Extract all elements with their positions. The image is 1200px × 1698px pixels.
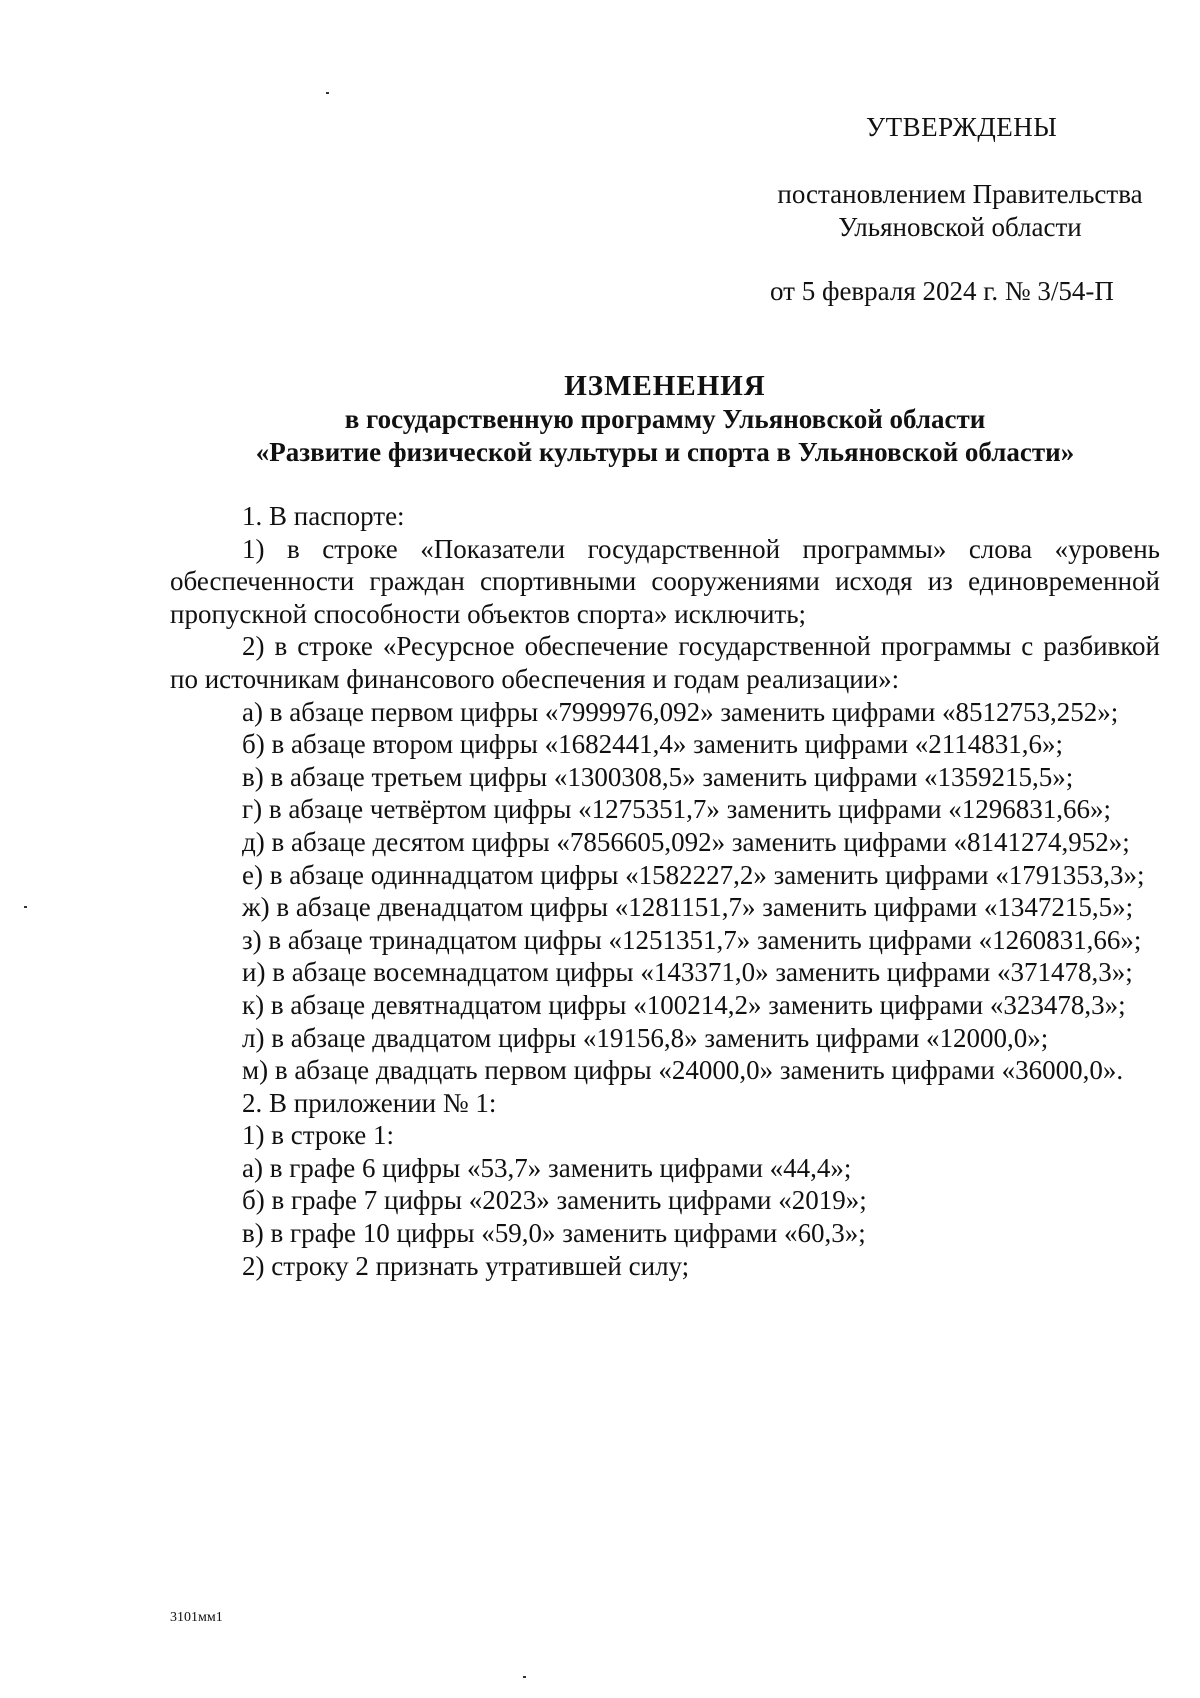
document-title: ИЗМЕНЕНИЯ xyxy=(564,370,766,402)
footer-document-code: 3101мм1 xyxy=(170,1610,223,1625)
scan-speck xyxy=(326,92,329,94)
document-body xyxy=(170,500,1160,1282)
paragraph: б) в абзаце втором цифры «1682441,4» заменить цифрами «2114831,6»; xyxy=(242,729,1064,760)
paragraph: л) в абзаце двадцатом цифры «19156,8» заменить цифрами «12000,0»; xyxy=(242,1022,1049,1053)
paragraph: в) в абзаце третьем цифры «1300308,5» заменить цифрами «1359215,5»; xyxy=(242,761,1074,792)
paragraph: 2) в строке «Ресурсное обеспечение государственной программы с разбивкой по источникам финансового обеспечения и годам реализации»: xyxy=(170,631,1160,694)
paragraph: а) в графе 6 цифры «53,7» заменить цифрами «44,4»; xyxy=(242,1152,852,1183)
scan-speck xyxy=(523,1676,526,1678)
document-subtitle-line2: «Развитие физической культуры и спорта в Ульяновской области» xyxy=(255,437,1075,467)
paragraph: 1) в строке «Показатели государственной программы» слова «уровень обеспеченности граждан спортивными сооружениями исходя из единовременной пропускной способности объектов спорта» исключить; xyxy=(170,533,1160,629)
paragraph: 1) в строке 1: xyxy=(242,1120,395,1151)
approval-title: УТВЕРЖДЕНЫ xyxy=(866,112,1058,142)
paragraph: з) в абзаце тринадцатом цифры «1251351,7» заменить цифрами «1260831,66»; xyxy=(242,924,1142,955)
paragraph: и) в абзаце восемнадцатом цифры «143371,0» заменить цифрами «371478,3»; xyxy=(242,957,1133,988)
paragraph: к) в абзаце девятнадцатом цифры «100214,2» заменить цифрами «323478,3»; xyxy=(242,989,1126,1020)
paragraph: а) в абзаце первом цифры «7999976,092» заменить цифрами «8512753,252»; xyxy=(242,696,1119,727)
paragraph: д) в абзаце десятом цифры «7856605,092» заменить цифрами «8141274,952»; xyxy=(242,826,1130,857)
paragraph: 1. В паспорте: xyxy=(242,501,405,531)
paragraph: ж) в абзаце двенадцатом цифры «1281151,7» заменить цифрами «1347215,5»; xyxy=(242,892,1134,923)
paragraph: 2. В приложении № 1: xyxy=(242,1087,497,1118)
approval-issuer-line2: Ульяновской области xyxy=(838,212,1082,242)
paragraph: в) в графе 10 цифры «59,0» заменить цифрами «60,3»; xyxy=(242,1218,866,1249)
paragraph: б) в графе 7 цифры «2023» заменить цифрами «2019»; xyxy=(242,1185,867,1216)
approval-issuer xyxy=(760,178,1160,244)
paragraph: е) в абзаце одиннадцатом цифры «1582227,2» заменить цифрами «1791353,3»; xyxy=(242,859,1145,890)
document-subtitle-line1: в государственную программу Ульяновской области xyxy=(344,404,986,434)
paragraph: 2) строку 2 признать утратившей силу; xyxy=(242,1250,690,1281)
document-heading xyxy=(170,370,1160,469)
scan-speck xyxy=(24,906,27,908)
paragraph: г) в абзаце четвёртом цифры «1275351,7» заменить цифрами «1296831,66»; xyxy=(242,794,1112,825)
approval-issuer-line1: постановлением Правительства xyxy=(777,179,1143,209)
paragraph: м) в абзаце двадцать первом цифры «24000,0» заменить цифрами «36000,0». xyxy=(242,1055,1124,1086)
approval-date: от 5 февраля 2024 г. № 3/54-П xyxy=(770,276,1114,306)
